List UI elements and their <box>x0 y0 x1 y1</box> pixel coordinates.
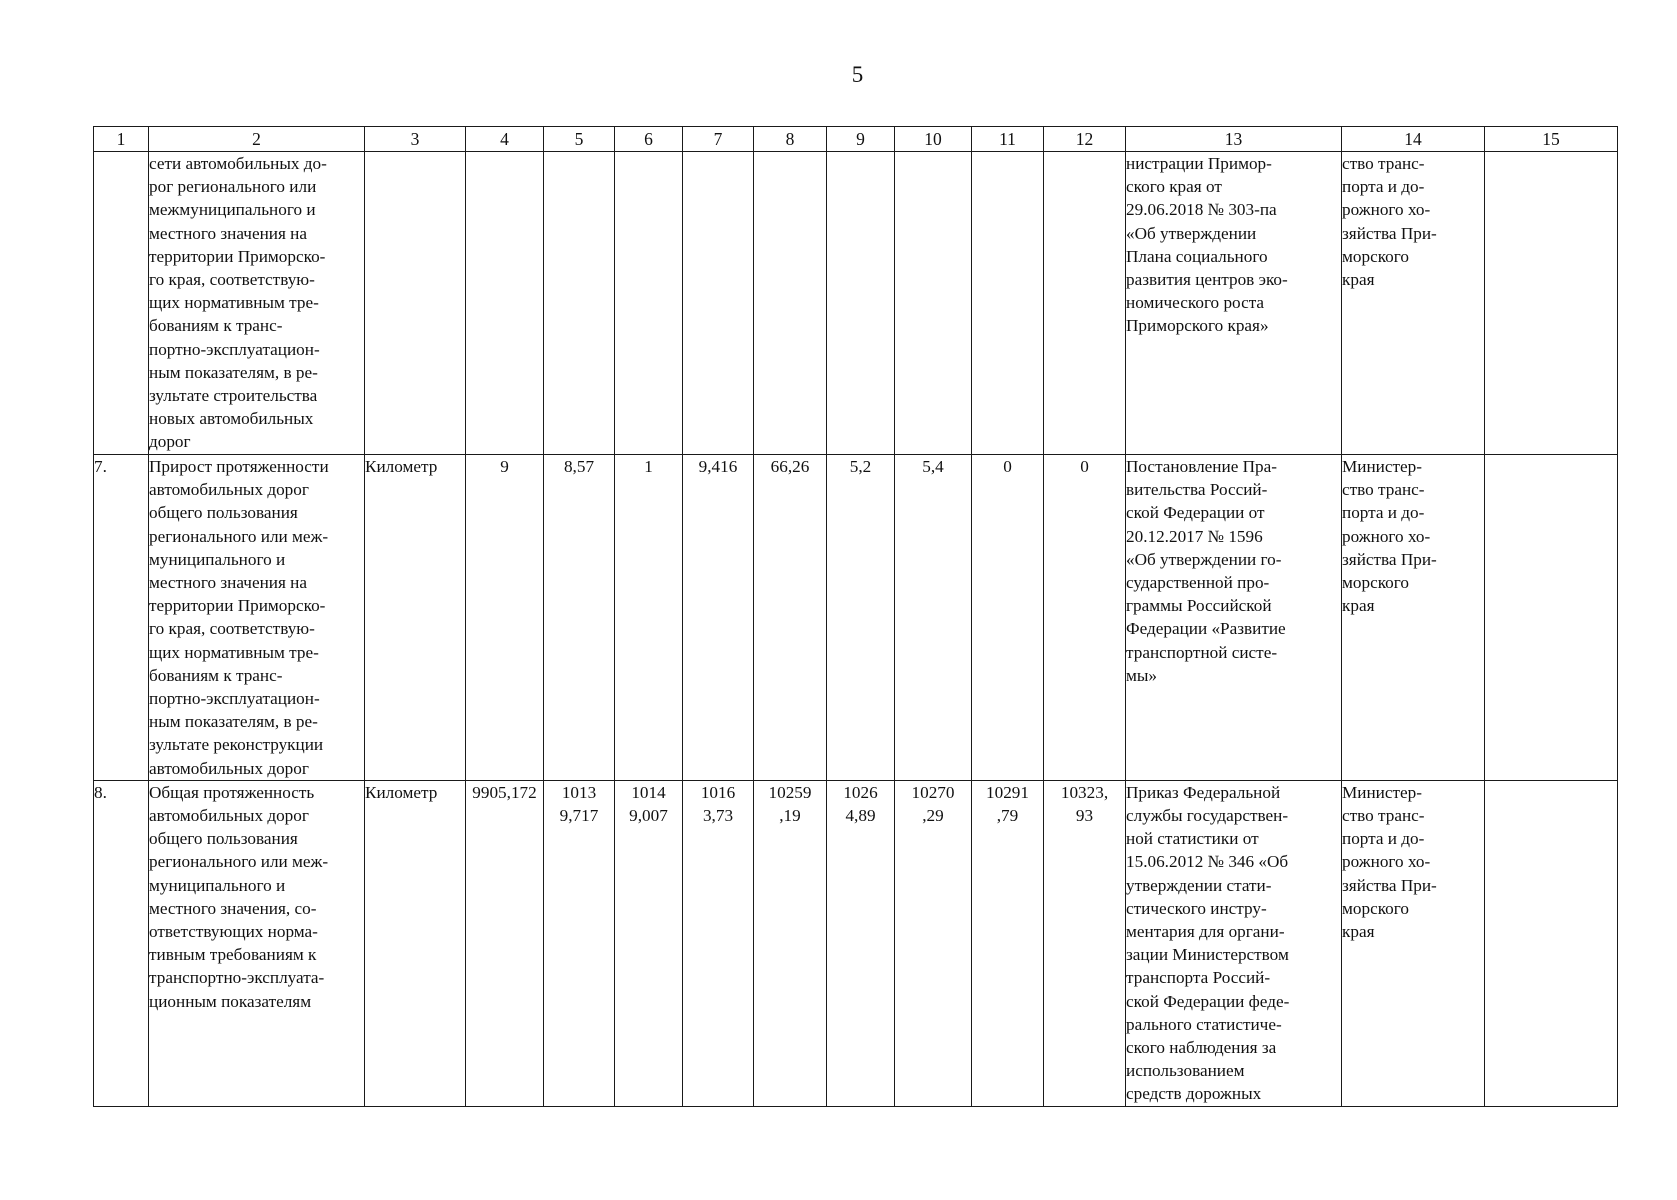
column-header: 6 <box>615 127 683 152</box>
value-cell <box>972 152 1044 455</box>
value-cell: 10291 ,79 <box>972 780 1044 1106</box>
column-header: 1 <box>94 127 149 152</box>
value-cell: 10323, 93 <box>1044 780 1126 1106</box>
value-cell <box>1044 152 1126 455</box>
value-cell <box>754 152 827 455</box>
column-header: 4 <box>466 127 544 152</box>
column-header: 2 <box>149 127 365 152</box>
indicator-name-cell: Прирост протяженности автомобильных дорог общего пользования регионального или меж- муниципального и местного значения на территории Приморско- го края, соответствую- щих нормативным тре- бованиям к транс- портно-эксплуатацион- ным показателям, в ре- зультате реконструкции автомобильных дорог <box>149 455 365 781</box>
unit-cell: Километр <box>365 780 466 1106</box>
empty-cell <box>1485 780 1618 1106</box>
empty-cell <box>1485 152 1618 455</box>
column-header: 12 <box>1044 127 1126 152</box>
value-cell <box>683 152 754 455</box>
source-document-cell: Приказ Федеральной службы государствен- ной статистики от 15.06.2012 № 346 «Об утверждении стати- стического инстру- ментария для органи- зации Министерством транспорта Россий- ской Федерации феде- рального статистиче- ского наблюдения за использованием средств дорожных <box>1126 780 1342 1106</box>
responsible-cell: ство транс- порта и до- рожного хо- зяйства При- морского края <box>1342 152 1485 455</box>
indicator-name-cell: Общая протяженность автомобильных дорог общего пользования регионального или меж- муниципального и местного значения, со- ответствующих норма- тивным требованиям к транспортно-эксплуата- ционным показателям <box>149 780 365 1106</box>
column-header: 9 <box>827 127 895 152</box>
indicators-table <box>93 126 1618 1107</box>
page-number: 5 <box>851 62 864 87</box>
value-cell: 0 <box>1044 455 1126 781</box>
value-cell: 10259 ,19 <box>754 780 827 1106</box>
column-header: 15 <box>1485 127 1618 152</box>
value-cell: 1 <box>615 455 683 781</box>
row-number-cell <box>94 152 149 455</box>
column-header: 7 <box>683 127 754 152</box>
value-cell: 9905,172 <box>466 780 544 1106</box>
responsible-cell: Министер- ство транс- порта и до- рожного хо- зяйства При- морского края <box>1342 455 1485 781</box>
value-cell: 9,416 <box>683 455 754 781</box>
value-cell <box>466 152 544 455</box>
column-header: 14 <box>1342 127 1485 152</box>
value-cell: 1014 9,007 <box>615 780 683 1106</box>
table-row <box>94 780 1618 1106</box>
column-header: 10 <box>895 127 972 152</box>
column-header: 11 <box>972 127 1044 152</box>
value-cell <box>544 152 615 455</box>
header-row <box>94 127 1618 152</box>
column-header: 5 <box>544 127 615 152</box>
column-header: 13 <box>1126 127 1342 152</box>
unit-cell: Километр <box>365 455 466 781</box>
value-cell: 66,26 <box>754 455 827 781</box>
row-number-cell: 7. <box>94 455 149 781</box>
value-cell: 0 <box>972 455 1044 781</box>
value-cell: 1013 9,717 <box>544 780 615 1106</box>
value-cell: 8,57 <box>544 455 615 781</box>
empty-cell <box>1485 455 1618 781</box>
column-header: 8 <box>754 127 827 152</box>
column-header: 3 <box>365 127 466 152</box>
responsible-cell: Министер- ство транс- порта и до- рожного хо- зяйства При- морского края <box>1342 780 1485 1106</box>
value-cell: 1026 4,89 <box>827 780 895 1106</box>
row-number-cell: 8. <box>94 780 149 1106</box>
value-cell: 9 <box>466 455 544 781</box>
value-cell: 5,4 <box>895 455 972 781</box>
source-document-cell: нистрации Примор- ского края от 29.06.2018 № 303-па «Об утверждении Плана социального развития центров эко- номического роста Приморского края» <box>1126 152 1342 455</box>
value-cell: 10270 ,29 <box>895 780 972 1106</box>
source-document-cell: Постановление Пра- вительства Россий- ской Федерации от 20.12.2017 № 1596 «Об утверждении го- сударственной про- граммы Российской Федерации «Развитие транспортной систе- мы» <box>1126 455 1342 781</box>
value-cell <box>615 152 683 455</box>
value-cell <box>827 152 895 455</box>
value-cell <box>895 152 972 455</box>
value-cell: 1016 3,73 <box>683 780 754 1106</box>
unit-cell <box>365 152 466 455</box>
value-cell: 5,2 <box>827 455 895 781</box>
table-row <box>94 455 1618 781</box>
table-row <box>94 152 1618 455</box>
indicator-name-cell: сети автомобильных до- рог регионального или межмуниципального и местного значения на территории Приморско- го края, соответствую- щих нормативным тре- бованиям к транс- портно-эксплуатацион- ным показателям, в ре- зультате строительства новых автомобильных дорог <box>149 152 365 455</box>
